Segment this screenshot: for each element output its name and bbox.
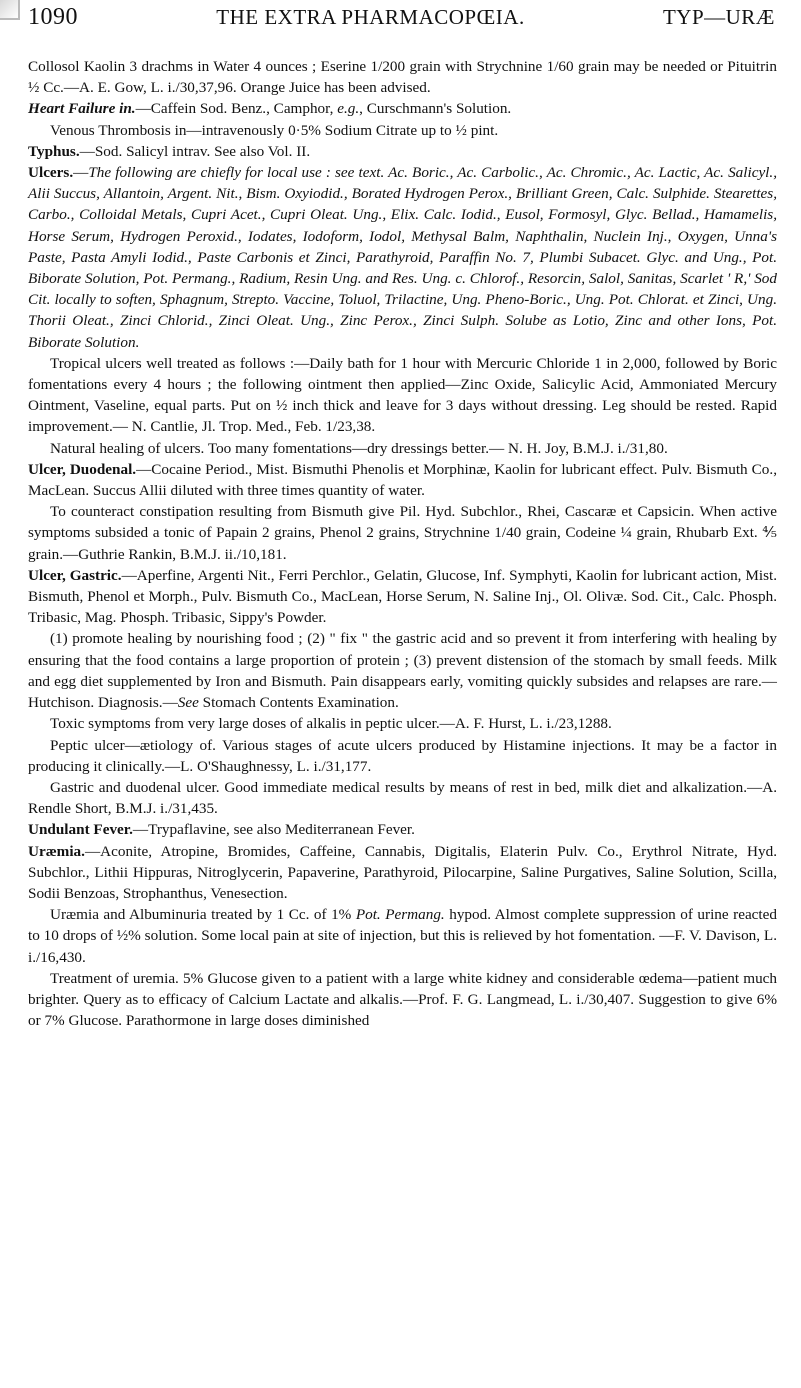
index-entry [28, 819, 777, 840]
page-number: 1090 [28, 4, 78, 30]
text-run: —Sod. Salicyl intrav. See also Vol. II. [79, 142, 311, 160]
entry-heading: Ulcers. [28, 164, 74, 182]
index-entry [28, 162, 777, 353]
text-run: —Caffein Sod. Benz., Camphor, [135, 100, 338, 118]
text-run: —Trypaflavine, see also Mediterranean Fever. [132, 821, 415, 839]
text-run: Peptic ulcer—ætiology of. Various stages of acute ulcers produced by Histamine injections. It may be a factor in producing it clinically.—L. O'Shaughnessy, L. i./31,177. [28, 736, 777, 775]
entry-heading: Ulcer, Duodenal. [28, 460, 137, 478]
text-run: Toxic symptoms from very large doses of alkalis in peptic ulcer.—A. F. Hurst, L. i./23,1288. [50, 715, 612, 733]
entry-heading: Typhus. [28, 142, 80, 160]
text-run: Gastric and duodenal ulcer. Good immediate medical results by means of rest in bed, milk diet and alkalization.—A. Rendle Short, B.M.J. i./31,435. [28, 778, 777, 818]
page-header [28, 4, 775, 44]
text-run: hypod. Almost complete suppression of urine reacted to 10 drops of ½% solution. Some local pain at site of injection, but this is relieved by hot fomentation. —F. V. Davison, L. i./16,430. [28, 906, 777, 966]
paragraph [28, 735, 777, 777]
text-run: Treatment of uremia. 5% Glucose given to a patient with a large white kidney and considerable œdema—patient much brighter. Query as to efficacy of Calcium Lactate and alkalis.—Prof. F. G. Langmead, L. i./30,407. Suggestion to give 6% or 7% Glucose. Parathormone in large doses diminished [28, 969, 777, 1030]
paragraph [28, 501, 777, 565]
index-entry [28, 98, 777, 119]
paragraph [28, 968, 777, 1032]
text-run: —Aconite, Atropine, Bromides, Caffeine, Cannabis, Digitalis, Elaterin Pulv. Co., Erythrol Nitrate, Hyd. Subchlor., Lithii Hippuras, Nitroglycerin, Papaverine, Parathyroid, Pilocarpine, Saline Purgatives, Saline Solution, Scilla, Sodii Benzoas, Strophanthus, Venesection. [28, 842, 777, 902]
page-title: THE EXTRA PHARMACOPŒIA. [216, 5, 525, 29]
text-run: —Aperfine, Argenti Nit., Ferri Perchlor., Gelatin, Glucose, Inf. Symphyti, Kaolin for lubricant action, Mist. Bismuth, Phenol et Morph., Pulv. Bismuth Co., MacLean, Horse Serum, N. Saline Inj., Ol. Olivæ. Sod. Cit., Calc. Phosph. Tribasic, Mag. Phosph. Tribasic, Sippy's Powder. [28, 566, 777, 627]
text-run: Natural healing of ulcers. Too many fomentations—dry dressings better.— N. H. Joy, B.M.J. i./31,80. [50, 439, 668, 457]
text-run: Uræmia and Albuminuria treated by 1 Cc. of 1% [50, 906, 356, 924]
italic-text: See [177, 694, 199, 712]
index-entry [28, 141, 777, 162]
entry-heading: Ulcer, Gastric. [28, 566, 122, 584]
italic-text: Pot. Permang. [355, 906, 445, 924]
index-entry [28, 459, 777, 501]
paragraph [28, 438, 777, 459]
paragraph [28, 777, 777, 819]
paragraph [28, 56, 777, 98]
paragraph [28, 713, 777, 734]
paragraph [28, 120, 777, 141]
italic-text: The following are chiefly for local use : see text. Ac. Boric., Ac. Carbolic., Ac. Chromic., Ac. Lactic, Ac. Salicyl., Alii Succus, Allantoin, Argent. Nit., Bism. Oxyiodid., Borated Hydrogen Perox., Brilliant Green, Calc. Sulphide. Stearettes, Carbo., Colloidal Metals, Cupri Acet., Cupri Oleat. Ung., Elix. Calc. Iodid., Eusol, Formosyl, Glyc. Bellad., Hamamelis, Horse Serum, Hydrogen Peroxid., Iodates, Iodoform, Iodol, Methysal Balm, Naphthalin, Nuclein Inj., Oxygen, Unna's Paste, Pasta Amyli Iodid., Paste Carbonis et Zinci, Parathyroid, Paraffin No. 7, Plumbi Subacet. Glyc. and Ung., Pot. Biborate Solution, Pot. Permang., Radium, Resin Ung. and Res. Ung. c. Chlorof., Resorcin, Salol, Sanitas, Scarlet ' R,' Sod Cit. locally to soften, Sphagnum, Strepto. Vaccine, Toluol, Trilactine, Ung. Pheno-Boric., Ung. Pot. Chlorat. et Zinci, Ung. Thorii Oleat., Zinci Chlorid., Zinci Oleat. Ung., Zinc Perox., Zinci Sulph. Solube as Lotio, Zinc and other Ions, Pot. Biborate Solution. [28, 164, 777, 351]
entry-heading: Uræmia. [28, 842, 85, 860]
text-run: Stomach Contents Examination. [198, 694, 399, 712]
text-run: (1) promote healing by nourishing food ; (2) " fix " the gastric acid and so prevent it from interfering with healing by ensuring that the food contains a large proportion of protein ; (3) prevent distension of the stomach by small feeds. Milk and egg diet supplemented by Iron and Bismuth. Pain disappears early, vomiting quickly subsides and relapses are rare.—Hutchison. Diagnosis.— [28, 630, 777, 712]
text-run: Collosol Kaolin 3 drachms in Water 4 ounces ; Eserine 1/200 grain with Strychnine 1/60 grain may be needed or Pituitrin ½ Cc.—A. E. Gow, L. i./30,37,96. Orange Juice has been advised. [28, 58, 777, 97]
italic-text: e.g. [337, 100, 360, 118]
text-run: , Curschmann's Solution. [359, 100, 512, 118]
paragraph [28, 904, 777, 968]
page-corner [0, 0, 20, 20]
paragraph [28, 628, 777, 713]
text-run: — [73, 164, 89, 182]
page-range: TYP—URÆ [662, 5, 775, 29]
entry-heading: Undulant Fever. [28, 821, 133, 839]
text-run: Venous Thrombosis in—intravenously 0·5% Sodium Citrate up to ½ pint. [50, 121, 499, 139]
text-run: —Cocaine Period., Mist. Bismuthi Phenolis et Morphinæ, Kaolin for lubricant effect. Pulv. Bismuth Co., MacLean. Succus Allii diluted with three times quantity of water. [28, 460, 777, 500]
page-body [28, 56, 777, 1031]
entry-heading: Heart Failure in. [28, 100, 136, 118]
paragraph [28, 353, 777, 438]
text-run: Tropical ulcers well treated as follows :—Daily bath for 1 hour with Mercuric Chloride 1 in 2,000, followed by Boric fomentations every 4 hours ; the following ointment then applied—Zinc Oxide, Salicylic Acid, Ammoniated Mercury Ointment, Vaseline, equal parts. Put on ½ inch thick and leave for 3 days without dressing. Leg should be rested. Rapid improvement.— N. Cantlie, Jl. Trop. Med., Feb. 1/23,38. [28, 354, 777, 436]
index-entry [28, 841, 777, 905]
index-entry [28, 565, 777, 629]
text-run: To counteract constipation resulting from Bismuth give Pil. Hyd. Subchlor., Rhei, Cascaræ et Capsicin. When active symptoms subsided a tonic of Papain 2 grains, Phenol 2 grains, Strychnine 1/40 grain, Codeine ¼ grain, Rhubarb Ext. ⅘ grain.—Guthrie Rankin, B.M.J. ii./10,181. [28, 503, 777, 563]
